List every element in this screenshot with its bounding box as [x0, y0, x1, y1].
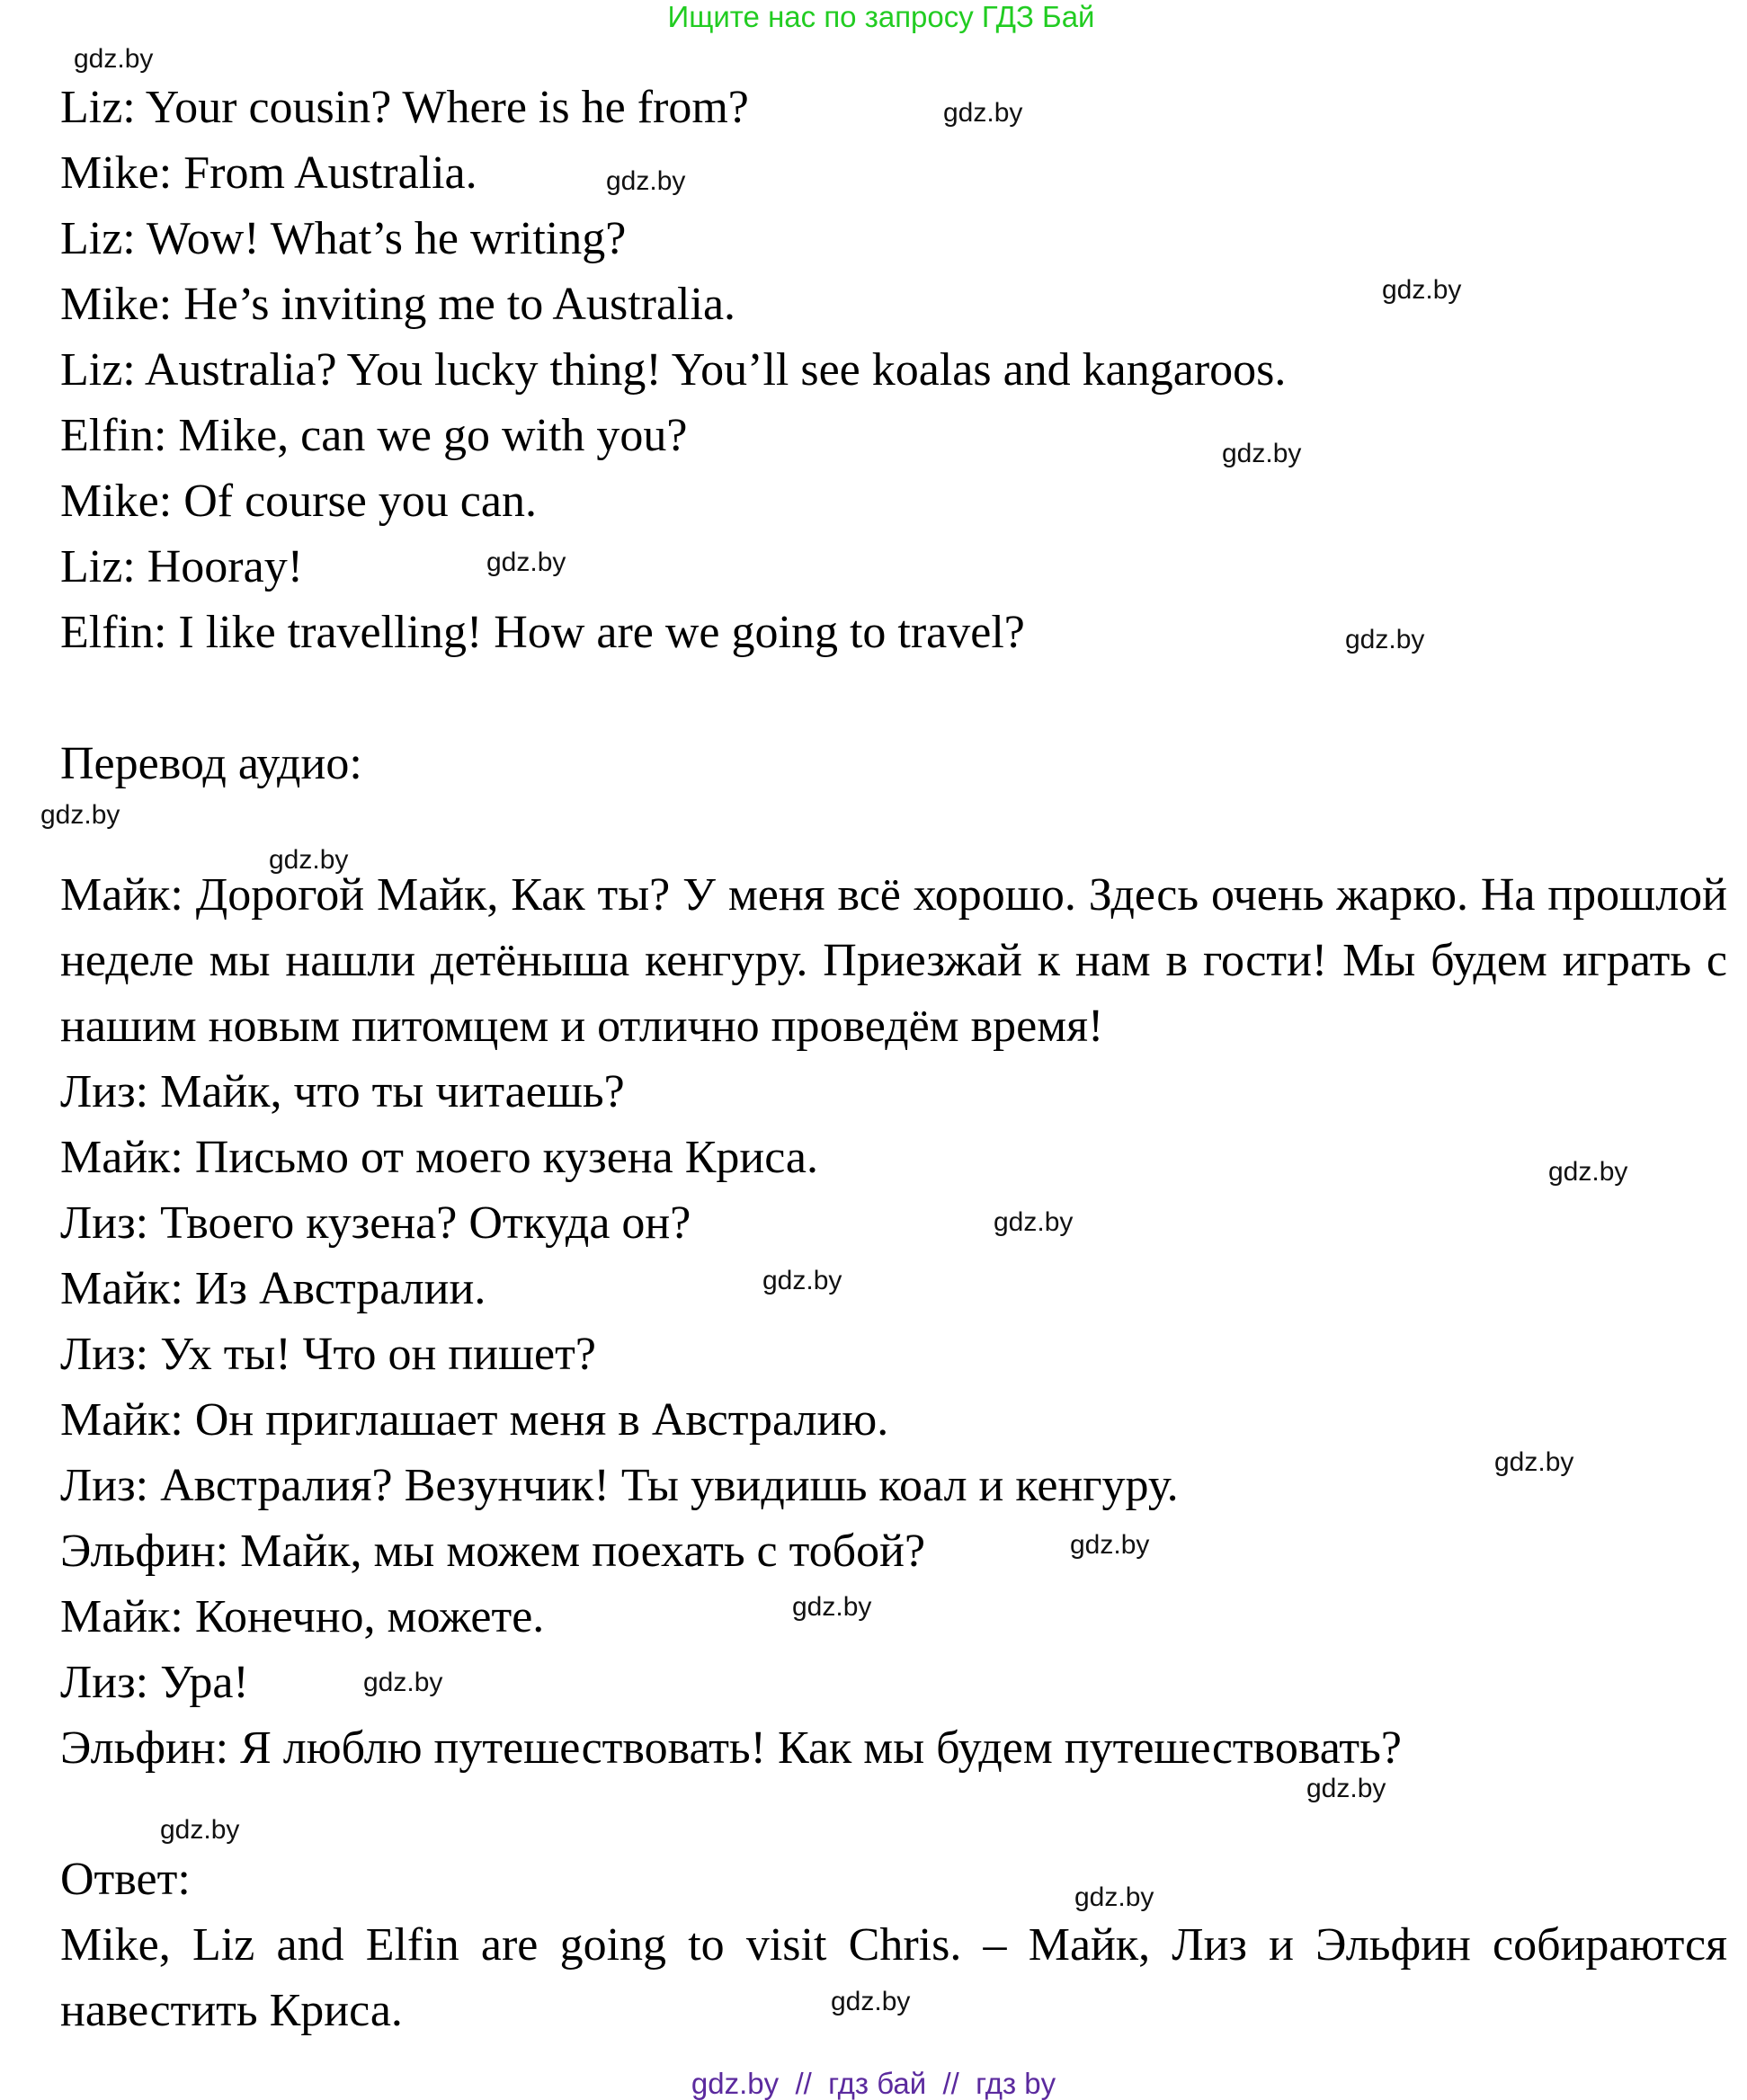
watermark: gdz.by [606, 166, 686, 196]
document-body [60, 75, 1727, 2043]
answer-heading: Ответ: [60, 1854, 191, 1905]
watermark: gdz.by [1222, 439, 1302, 468]
dialogue-line: Liz: Your cousin? Where is he from? [60, 82, 749, 133]
watermark: gdz.by [1070, 1530, 1150, 1560]
watermark: gdz.by [1074, 1882, 1154, 1912]
dialogue-line: Elfin: Mike, can we go with you? [60, 410, 688, 461]
dialogue-line: Liz: Wow! What’s he writing? [60, 213, 627, 264]
dialogue-line: Майк: Письмо от моего кузена Криса. [60, 1132, 818, 1183]
dialogue-line: Лиз: Австралия? Везунчик! Ты увидишь коал и кенгуру. [60, 1460, 1179, 1511]
watermark: gdz.by [363, 1668, 443, 1697]
dialogue-line: Mike: Of course you can. [60, 476, 537, 527]
answer-text: Mike, Liz and Elfin are going to visit Chris. – Майк, Лиз и Эльфин собираются навестить Криса. [60, 1919, 1727, 2036]
dialogue-line: Лиз: Ура! [60, 1657, 249, 1708]
watermark: gdz.by [1345, 625, 1425, 654]
dialogue-line: Лиз: Твоего кузена? Откуда он? [60, 1197, 691, 1249]
watermark: gdz.by [1306, 1774, 1386, 1803]
watermark: gdz.by [160, 1815, 240, 1845]
dialogue-line: Майк: Он приглашает меня в Австралию. [60, 1394, 889, 1446]
dialogue-line: Liz: Australia? You lucky thing! You’ll see koalas and kangaroos. [60, 344, 1287, 396]
watermark: gdz.by [762, 1266, 842, 1295]
translation-letter: Майк: Дорогой Майк, Как ты? У меня всё хорошо. Здесь очень жарко. На прошлой неделе мы нашли детёныша кенгуру. Приезжай к нам в гости! Мы будем играть с нашим новым питомцем и отлично проведём время! [60, 869, 1727, 1052]
header-banner: Ищите нас по запросу ГДЗ Бай [667, 0, 1095, 33]
watermark: gdz.by [74, 44, 154, 74]
dialogue-line: Лиз: Майк, что ты читаешь? [60, 1066, 625, 1117]
watermark: gdz.by [269, 845, 349, 875]
dialogue-line: Эльфин: Я люблю путешествовать! Как мы будем путешествовать? [60, 1722, 1402, 1774]
watermark: gdz.by [831, 1987, 911, 2016]
translation-heading: Перевод аудио: [60, 738, 362, 789]
watermark: gdz.by [40, 800, 120, 830]
watermark: gdz.by [1548, 1157, 1628, 1187]
dialogue-line: Майк: Из Австралии. [60, 1263, 486, 1314]
dialogue-line: Elfin: I like travelling! How are we going to travel? [60, 607, 1025, 658]
watermark: gdz.by [1382, 275, 1462, 305]
dialogue-line: Майк: Конечно, можете. [60, 1591, 545, 1642]
dialogue-line: Лиз: Ух ты! Что он пишет? [60, 1329, 596, 1380]
watermark: gdz.by [994, 1207, 1074, 1237]
dialogue-line: Liz: Hooray! [60, 541, 304, 592]
dialogue-line: Mike: He’s inviting me to Australia. [60, 279, 736, 330]
dialogue-line: Эльфин: Майк, мы можем поехать с тобой? [60, 1526, 926, 1577]
watermark: gdz.by [943, 98, 1023, 128]
watermark: gdz.by [792, 1592, 872, 1622]
dialogue-line: Mike: From Australia. [60, 147, 477, 199]
footer-banner: gdz.by // гдз бай // гдз by [691, 2067, 1056, 2100]
watermark: gdz.by [486, 547, 566, 577]
watermark: gdz.by [1494, 1447, 1574, 1477]
